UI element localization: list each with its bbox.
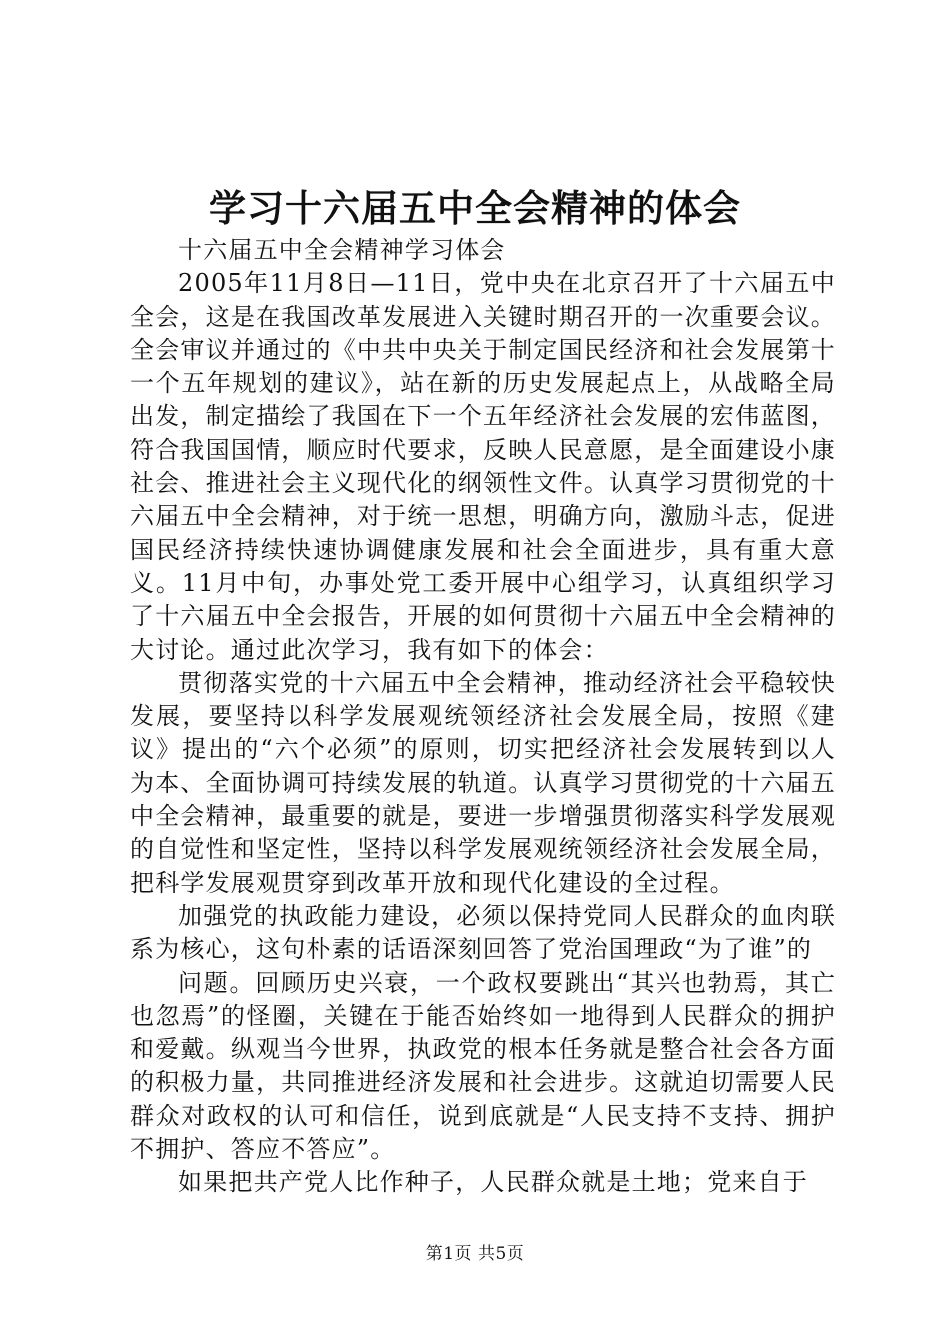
document-title: 学习十六届五中全会精神的体会 [209,186,741,230]
paragraph-subtitle: 十六届五中全会精神学习体会 [178,236,506,264]
paragraph: 如果把共产党人比作种子，人民群众就是土地；党来自于 [178,1168,808,1197]
paragraph: 加强党的执政能力建设，必须以保持党同人民群众的血肉联系为核心，这句朴素的话语深刻回答了党治国理政“为了谁”的 [130,901,836,964]
paragraph: 问题。回顾历史兴衰，一个政权要跳出“其兴也勃焉，其亡也忽焉”的怪圈，关键在于能否始终如一地得到人民群众的拥护和爱戴。纵观当今世界，执政党的根本任务就是整合社会各方面的积极力量，共同推进经济发展和社会进步。这就迫切需要人民群众对政权的认可和信任，说到底就是“人民支持不支持、拥护不拥护、答应不答应”。 [130,968,836,1164]
paragraph: 2005年11月8日—11日，党中央在北京召开了十六届五中全会，这是在我国改革发展进入关键时期召开的一次重要会议。全会审议并通过的《中共中央关于制定国民经济和社会发展第十一个五年规划的建议》，站在新的历史发展起点上，从战略全局出发，制定描绘了我国在下一个五年经济社会发展的宏伟蓝图，符合我国国情，顺应时代要求，反映人民意愿，是全面建设小康社会、推进社会主义现代化的纲领性文件。认真学习贯彻党的十六届五中全会精神，对于统一思想，明确方向，激励斗志，促进国民经济持续快速协调健康发展和社会全面进步，具有重大意义。11月中旬，办事处党工委开展中心组学习，认真组织学习了十六届五中全会报告，开展的如何贯彻十六届五中全会精神的大讨论。通过此次学习，我有如下的体会： [130,269,836,664]
paragraph: 贯彻落实党的十六届五中全会精神，推动经济社会平稳较快发展，要坚持以科学发展观统领经济社会发展全局，按照《建议》提出的“六个必须”的原则，切实把经济社会发展转到以人为本、全面协调可持续发展的轨道。认真学习贯彻党的十六届五中全会精神，最重要的就是，要进一步增强贯彻落实科学发展观的自觉性和坚定性，坚持以科学发展观统领经济社会发展全局，把科学发展观贯穿到改革开放和现代化建设的全过程。 [130,668,836,897]
page-number: 第1页 共5页 [425,1244,525,1264]
document-body [130,234,836,1200]
